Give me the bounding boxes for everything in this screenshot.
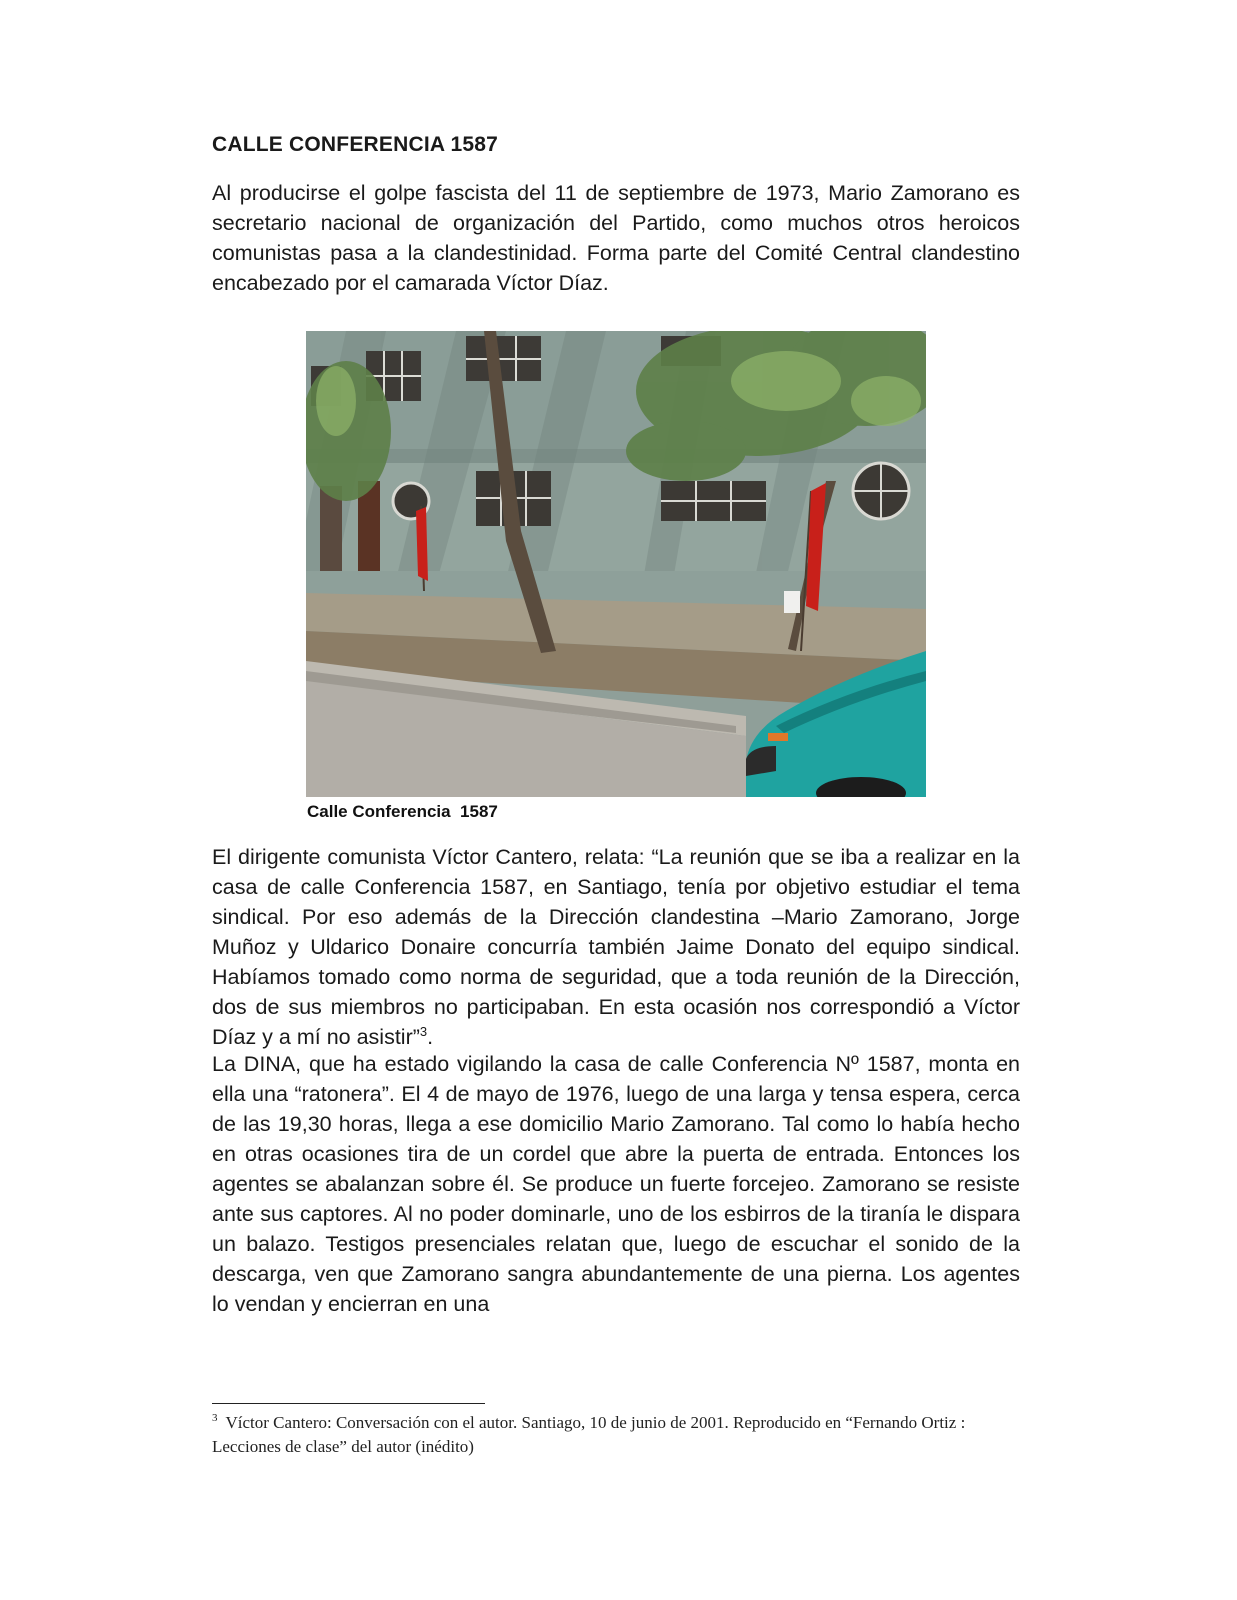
cantero-quote-end: .	[427, 1025, 434, 1049]
dina-paragraph: La DINA, que ha estado vigilando la casa de calle Conferencia Nº 1587, monta en ella una “ratonera”. El 4 de mayo de 1976, luego de una larga y tensa espera, cerca de las 19,30 horas, llega a ese domicilio Mario Zamorano. Tal como lo había hecho en otras ocasiones tira de un cordel que abre la puerta de entrada. Entonces los agentes se abalanzan sobre él. Se produce un fuerte forcejeo. Zamorano se resiste ante sus captores. Al no poder dominarle, uno de los esbirros de la tiranía le dispara un balazo. Testigos presenciales relatan que, luego de escuchar el sonido de la descarga, ven que Zamorano sangra abundantemente de una pierna. Los agentes lo vendan y encierran en una	[212, 1052, 1020, 1316]
footnote-number: 3	[212, 1412, 218, 1425]
cantero-paragraph	[212, 842, 1020, 1052]
footnote-divider	[212, 1403, 485, 1404]
footnote	[212, 1411, 1020, 1459]
footnote-reference[interactable]: 3	[419, 1023, 428, 1039]
house-photo-illustration	[306, 331, 926, 797]
footnote-text: Víctor Cantero: Conversación con el autor. Santiago, 10 de junio de 2001. Reproducido en “Fernando Ortiz : Lecciones de clase” del autor (inédito)	[212, 1413, 966, 1456]
house-photo	[306, 331, 926, 797]
page-title: CALLE CONFERENCIA 1587	[212, 133, 499, 156]
photo-caption: Calle Conferencia 1587	[307, 802, 498, 821]
cantero-quote: El dirigente comunista Víctor Cantero, relata: “La reunión que se iba a realizar en la casa de calle Conferencia 1587, en Santiago, tenía por objetivo estudiar el tema sindical. Por eso además de la Dirección clandestina –Mario Zamorano, Jorge Muñoz y Uldarico Donaire concurría también Jaime Donato del equipo sindical. Habíamos tomado como norma de seguridad, que a toda reunión de la Dirección, dos de sus miembros no participaban. En esta ocasión nos correspondió a Víctor Díaz y a mí no asistir”	[212, 845, 1020, 1049]
intro-paragraph: Al producirse el golpe fascista del 11 de septiembre de 1973, Mario Zamorano es secretario nacional de organización del Partido, como muchos otros heroicos comunistas pasa a la clandestinidad. Forma parte del Comité Central clandestino encabezado por el camarada Víctor Díaz.	[212, 181, 1020, 295]
